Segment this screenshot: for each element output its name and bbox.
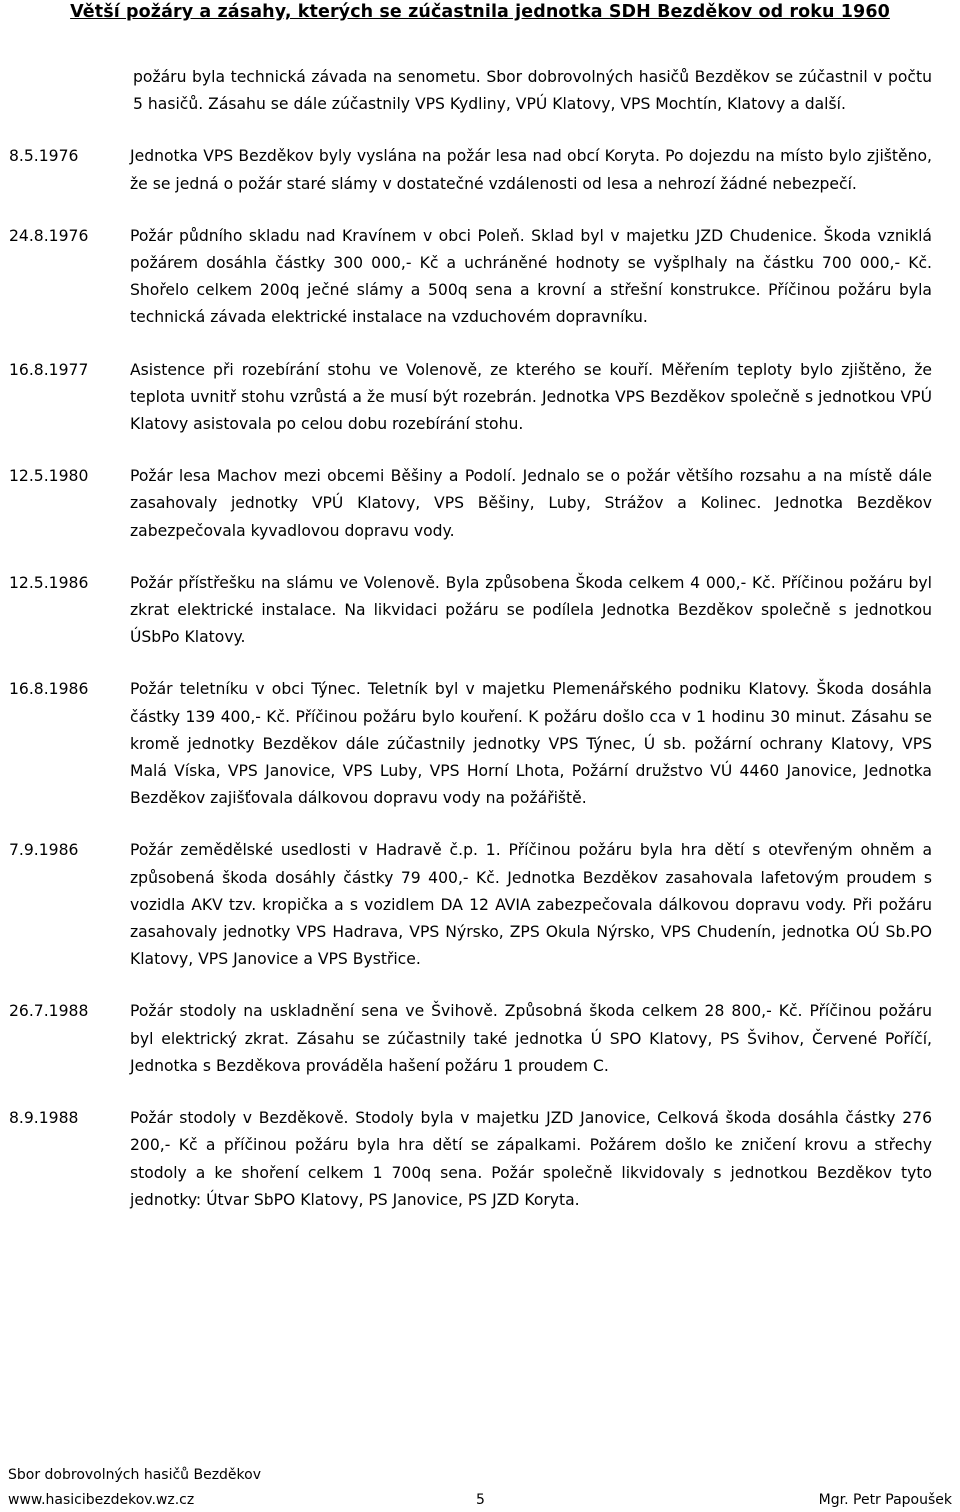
incident-date: 16.8.1986: [9, 680, 89, 699]
incident-description: Požár půdního skladu nad Kravínem v obci Poleň. Sklad byl v majetku JZD Chudenice. Škoda vzniklá požárem dosáhla částky 300 000,- Kč a uchráněné hodnoty se vyšplhaly na částku 700 000,- Kč. Shořelo celkem 200q ječné slámy a 500q sena a krovní a střešní konstrukce. Příčinou požáru byla technická závada elektrické instalace na vzduchovém dopravníku.: [130, 226, 932, 327]
incident-entry-1: [0, 143, 960, 197]
incident-entry-7: [0, 837, 960, 973]
page-header: [0, 0, 960, 36]
intro-paragraph: požáru byla technická závada na senometu. Sbor dobrovolných hasičů Bezděkov se zúčastnil v počtu 5 hasičů. Zásahu se dále zúčastnily VPS Kydliny, VPÚ Klatovy, VPS Mochtín, Klatovy a další.: [133, 68, 932, 114]
spacer: [0, 332, 960, 357]
incident-entry-8: [0, 998, 960, 1080]
incident-description: Požár teletníku v obci Týnec. Teletník byl v majetku Plemenářského podniku Klatovy. Škoda dosáhla částky 139 400,- Kč. Příčinou požáru bylo kouření. K požáru došlo cca v 1 hodinu 30 minut. Zásahu se kromě jednotky Bezděkov dále zúčastnily jednotky VPS Týnec, Ú sb. požární ochrany Klatovy, VPS Malá Víska, VPS Janovice, VPS Luby, VPS Horní Lhota, Požární družstvo VÚ 4460 Janovice, Jednotka Bezděkov zajišťovala dálkovou dopravu vody na požářiště.: [130, 680, 932, 808]
spacer: [0, 973, 960, 998]
incident-entry-2: [0, 223, 960, 332]
incident-entry-9: [0, 1105, 960, 1214]
incident-description: Požár stodoly na uskladnění sena ve Švihově. Způsobná škoda celkem 28 800,- Kč. Příčinou požáru byl elektrický zkrat. Zásahu se zúčastnily také jednotka Ú SPO Klatovy, PS Švihov, Červené Poříčí, Jednotka s Bezděkova prováděla hašení požáru 1 proudem C.: [130, 1002, 932, 1075]
page-footer: [0, 1462, 960, 1512]
incident-description: Požár zemědělské usedlosti v Hadravě č.p. 1. Příčinou požáru byla hra dětí s otevřeným ohněm a způsobená škoda dosáhly částky 79 400,- Kč. Jednotka Bezděkov zasahovala lafetovým proudem s vozidla AKV tzv. kropička a s vozidlem DA 12 AVIA zabezpečovala dálkovou dopravu vody. Při požáru zasahovaly jednotky VPS Hadrava, VPS Nýrsko, ZPS Okula Nýrsko, VPS Chudenín, jednotka OÚ Sb.PO Klatovy, VPS Janovice a VPS Bystřice.: [130, 841, 932, 969]
incident-description: Požár stodoly v Bezděkově. Stodoly byla v majetku JZD Janovice, Celková škoda dosáhla částky 276 200,- Kč a příčinou požáru byla hra dětí se zápalkami. Požárem došlo ke zničení krovu a střechy stodoly a ke shoření celkem 1 700q sena. Požár společně likvidovaly s jednotkou Bezděkov tyto jednotky: Útvar SbPO Klatovy, PS Janovice, PS JZD Koryta.: [130, 1109, 932, 1209]
incident-entry-6: [0, 676, 960, 812]
incident-description: Požár lesa Machov mezi obcemi Běšiny a Podolí. Jednalo se o požár většího rozsahu a na místě dále zasahovaly jednotky VPÚ Klatovy, VPS Běšiny, Luby, Strážov a Kolinec. Jednotka Bezděkov zabezpečovala kyvadlovou dopravu vody.: [130, 467, 932, 540]
footer-organization: Sbor dobrovolných hasičů Bezděkov: [8, 1467, 261, 1483]
incident-description: Asistence při rozebírání stohu ve Volenově, ze kterého se kouří. Měřením teploty bylo zjištěno, že teplota uvnitř stohu vzrůstá a že musí být rozebrán. Jednotka VPS Bezděkov společně s jednotkou VPÚ Klatovy asistovala po celou dobu rozebírání stohu.: [130, 360, 932, 434]
incident-date: 24.8.1976: [9, 226, 89, 245]
page-number: 5: [476, 1492, 485, 1508]
page-title: Větší požáry a zásahy, kterých se zúčastnila jednotka SDH Bezděkov od roku 1960: [70, 2, 890, 22]
footer-bottom-line: [0, 1492, 960, 1512]
spacer: [0, 118, 960, 143]
incident-date: 12.5.1986: [9, 573, 89, 592]
spacer: [0, 1080, 960, 1105]
incident-date: 8.9.1988: [9, 1109, 79, 1128]
incident-date: 26.7.1988: [9, 1002, 89, 1021]
incident-date: 8.5.1976: [9, 147, 79, 166]
incident-date: 7.9.1986: [9, 841, 79, 860]
incident-description: Požár přístřešku na slámu ve Volenově. Byla způsobena Škoda celkem 4 000,- Kč. Příčinou požáru byl zkrat elektrické instalace. Na likvidaci požáru se podílela Jednotka Bezděkov společně s jednotkou ÚSbPo Klatovy.: [130, 573, 932, 647]
incident-description: Jednotka VPS Bezděkov byly vyslána na požár lesa nad obcí Koryta. Po dojezdu na místo bylo zjištěno, že se jedná o požár staré slámy v dostatečné vzdálenosti od lesa a nehrozí žádné nebezpečí.: [130, 147, 932, 193]
spacer: [0, 198, 960, 223]
incident-entry-5: [0, 570, 960, 652]
document-body: [0, 64, 960, 1214]
spacer: [0, 438, 960, 463]
incident-entry-4: [0, 463, 960, 545]
footer-author: Mgr. Petr Papoušek: [818, 1492, 952, 1508]
spacer: [0, 651, 960, 676]
spacer: [0, 812, 960, 837]
incident-date: 16.8.1977: [9, 360, 89, 379]
incident-entry-3: [0, 357, 960, 439]
footer-website-link[interactable]: www.hasicibezdekov.wz.cz: [8, 1492, 195, 1508]
incident-date: 12.5.1980: [9, 467, 89, 486]
spacer: [0, 545, 960, 570]
